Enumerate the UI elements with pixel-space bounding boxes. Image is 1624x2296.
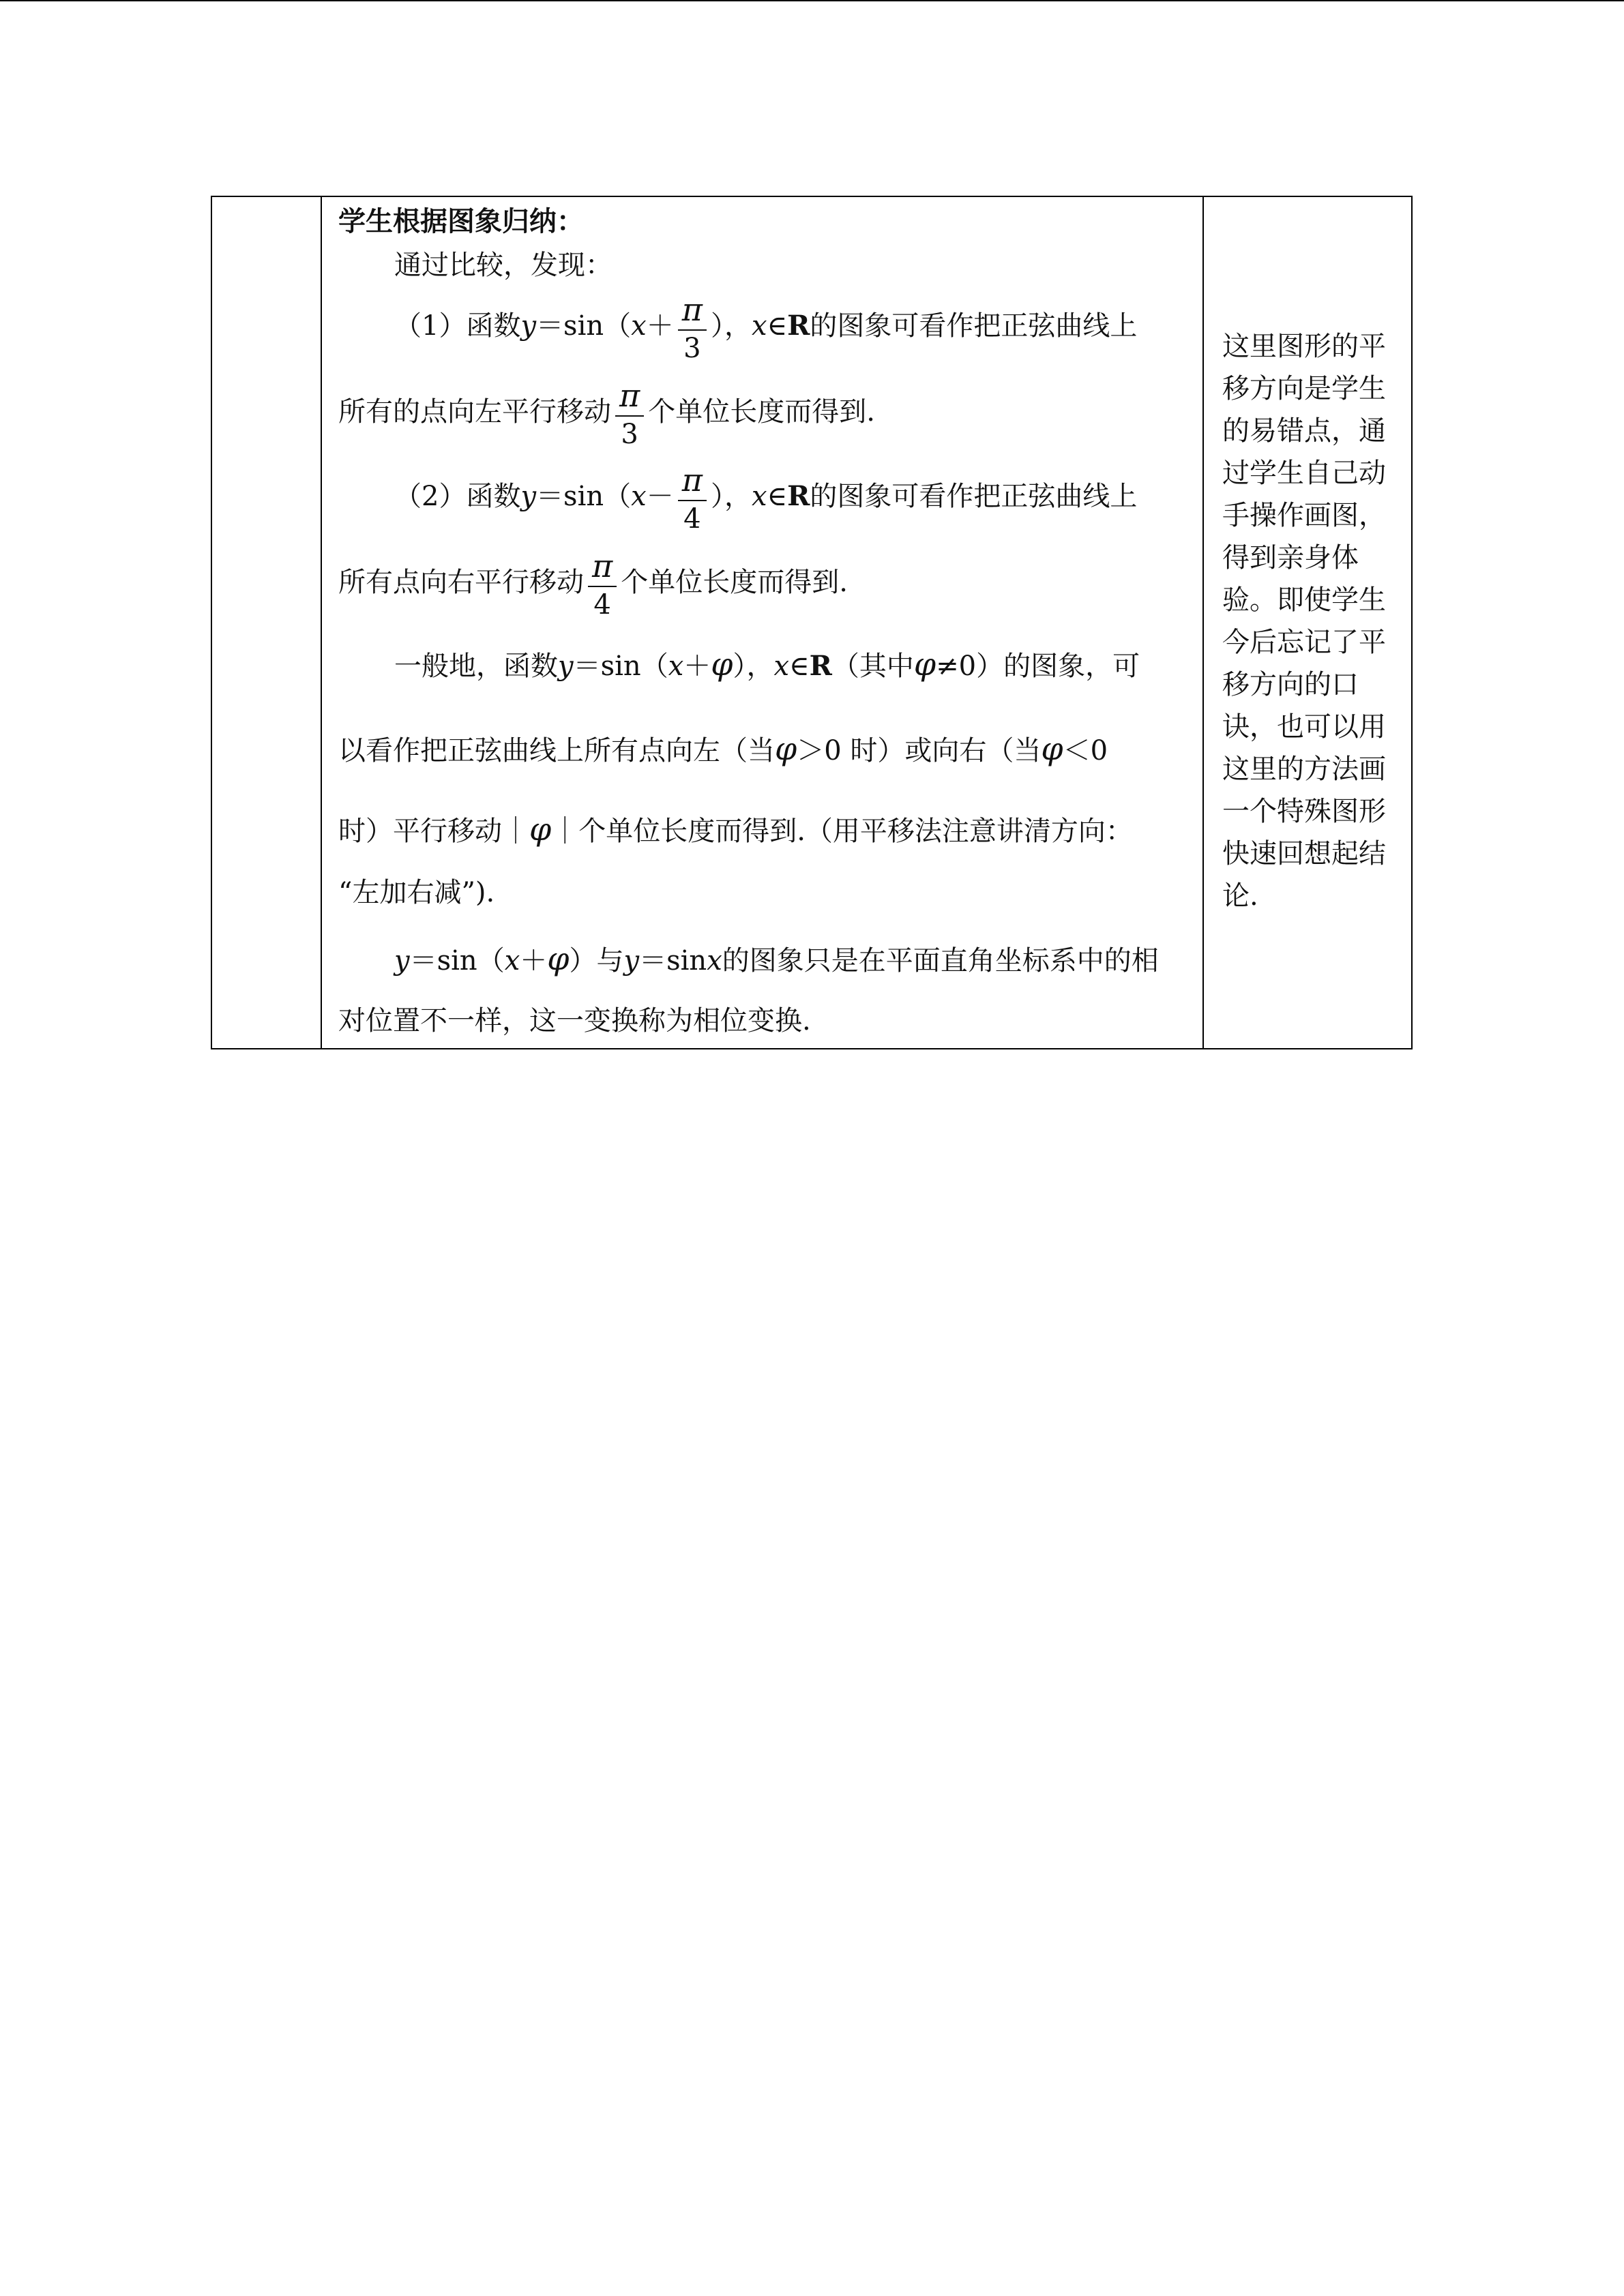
side-note-line: 移方向是学生 <box>1222 373 1386 404</box>
side-note-line: 今后忘记了平 <box>1222 627 1386 658</box>
page-top-border <box>0 0 1624 1</box>
side-note-line: 诀，也可以用 <box>1222 711 1386 743</box>
side-note <box>1222 325 1406 917</box>
item1-line1: （1）函数y＝sin（x＋ $\frac{\pi}{3}$ ），x∈R的图象可看作把正弦曲线上 <box>394 291 1138 364</box>
side-note-line: 过学生自己动 <box>1222 458 1386 489</box>
side-note-line: 手操作画图， <box>1222 500 1386 531</box>
phase-line2: 对位置不一样，这一变换称为相位变换. <box>338 1005 811 1037</box>
item2-line1: （2）函数y＝sin（x－ $\frac{\pi}{4}$ ），x∈R的图象可看作把正弦曲线上 <box>394 462 1138 535</box>
side-note-line: 的易错点，通 <box>1222 415 1386 447</box>
item1-line2: 所有的点向左平行移动 $\frac{\pi}{3}$ 个单位长度而得到. <box>338 377 875 450</box>
side-note-line: 快速回想起结 <box>1222 838 1386 869</box>
side-note-line: 论. <box>1222 880 1258 912</box>
side-note-line: 验。即使学生 <box>1222 584 1386 616</box>
section-heading: 学生根据图象归纳： <box>338 205 584 237</box>
general-line1: 一般地，函数y＝sin（x＋φ），x∈R（其中φ≠0）的图象，可 <box>394 646 1140 683</box>
general-line2: 以看作把正弦曲线上所有点向左（当φ＞0 时）或向右（当φ＜0 <box>338 730 1108 767</box>
side-note-line: 这里图形的平 <box>1222 331 1386 362</box>
item2-line2: 所有点向右平行移动 $\frac{\pi}{4}$ 个单位长度而得到. <box>338 548 848 621</box>
general-line3: 时）平行移动｜φ｜个单位长度而得到.（用平移法注意讲清方向： <box>338 811 1133 848</box>
phase-line1: y＝sin（x＋φ）与y＝sinx的图象只是在平面直角坐标系中的相 <box>394 940 1159 977</box>
general-line4: “左加右减”). <box>338 877 495 908</box>
fraction-pi-over-4: $\frac{\pi}{4}$ <box>678 464 707 533</box>
intro-text: 通过比较，发现： <box>394 250 612 281</box>
side-note-line: 移方向的口 <box>1222 669 1359 700</box>
side-note-line: 这里的方法画 <box>1222 754 1386 785</box>
fraction-pi-over-3: $\frac{\pi}{3}$ <box>678 294 707 362</box>
lesson-table <box>211 196 1413 1049</box>
column-divider-left <box>321 197 322 1048</box>
fraction-pi-over-3: $\frac{\pi}{3}$ <box>615 380 644 448</box>
fraction-pi-over-4: $\frac{\pi}{4}$ <box>588 550 617 618</box>
side-note-line: 得到亲身体 <box>1222 542 1359 573</box>
side-note-line: 一个特殊图形 <box>1222 796 1386 827</box>
column-divider-right <box>1202 197 1204 1048</box>
